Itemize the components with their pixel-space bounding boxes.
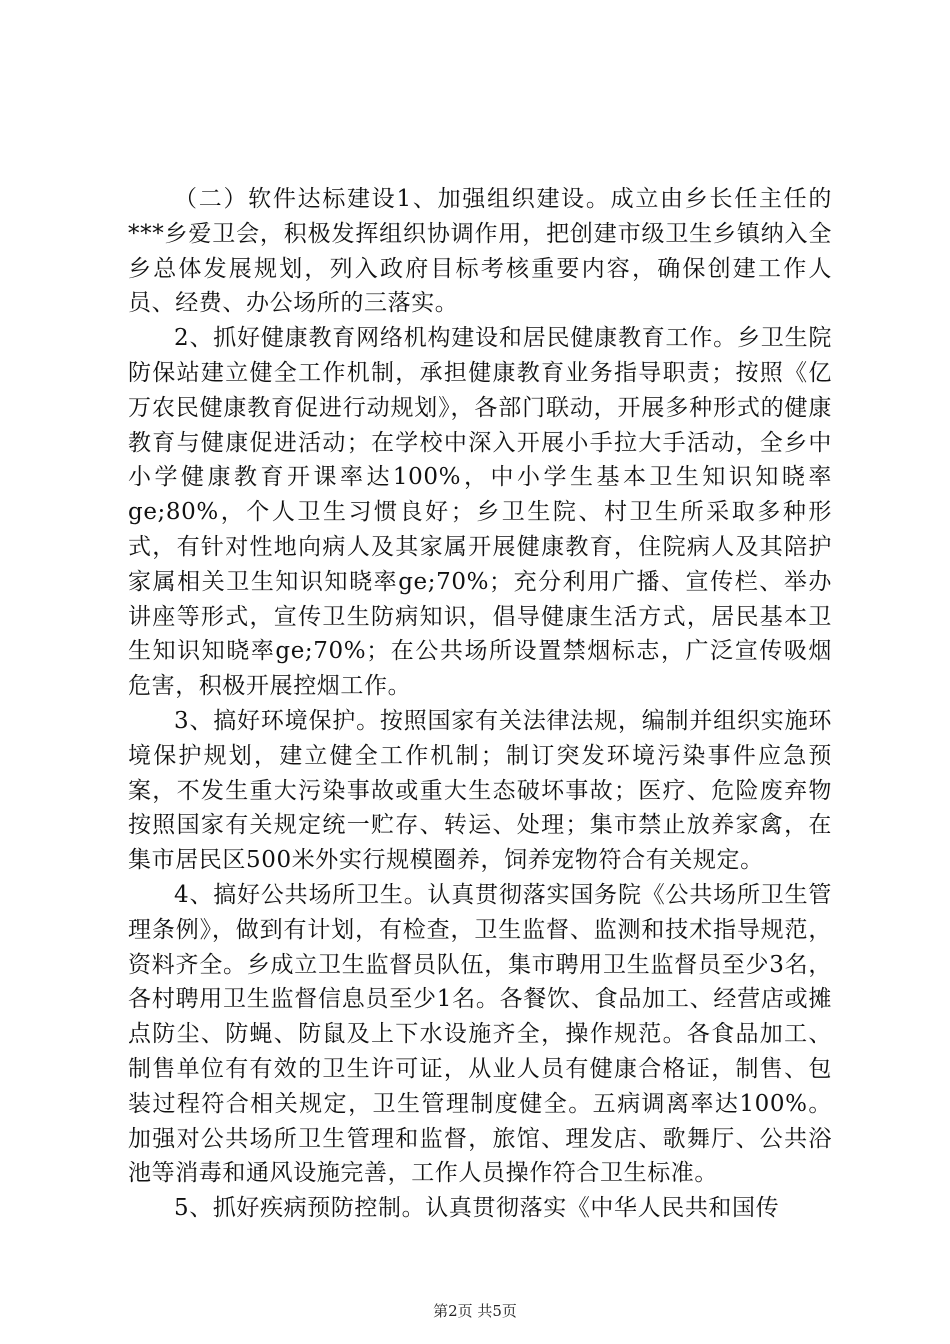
paragraph-software-standards: （二）软件达标建设1、加强组织建设。成立由乡长任主任的***乡爱卫会，积极发挥组织协调作用，把创建市级卫生乡镇纳入全乡总体发展规划，列入政府目标考核重要内容，确保创建工作人员、经费、办公场所的三落实。: [128, 186, 832, 317]
paragraph-disease-prevention: 5、抓好疾病预防控制。认真贯彻落实《中华人民共和国传: [174, 1195, 780, 1222]
page-number-footer: 第2页 共5页: [433, 1302, 517, 1320]
paragraph-public-places-hygiene: 4、搞好公共场所卫生。认真贯彻落实国务院《公共场所卫生管理条例》，做到有计划，有检查，卫生监督、监测和技术指导规范，资料齐全。乡成立卫生监督员队伍，集市聘用卫生监督员至少3名，各村聘用卫生监督信息员至少1名。各餐饮、食品加工、经营店或摊点防尘、防蝇、防鼠及上下水设施齐全，操作规范。各食品加工、制售单位有有效的卫生许可证，从业人员有健康合格证，制售、包装过程符合相关规定，卫生管理制度健全。五病调离率达100%。加强对公共场所卫生管理和监督，旅馆、理发店、歌舞厅、公共浴池等消毒和通风设施完善，工作人员操作符合卫生标准。: [128, 881, 832, 1187]
paragraph-environmental-protection: 3、搞好环境保护。按照国家有关法律法规，编制并组织实施环境保护规划，建立健全工作机制；制订突发环境污染事件应急预案，不发生重大污染事故或重大生态破坏事故；医疗、危险废弃物按照国家有关规定统一贮存、转运、处理；集市禁止放养家禽，在集市居民区500米外实行规模圈养，饲养宠物符合有关规定。: [128, 707, 832, 874]
paragraph-health-education: 2、抓好健康教育网络机构建设和居民健康教育工作。乡卫生院防保站建立健全工作机制，承担健康教育业务指导职责；按照《亿万农民健康教育促进行动规划》，各部门联动，开展多种形式的健康教育与健康促进活动；在学校中深入开展小手拉大手活动，全乡中小学健康教育开课率达100%，中小学生基本卫生知识知晓率ge;80%，个人卫生习惯良好；乡卫生院、村卫生所采取多种形式，有针对性地向病人及其家属开展健康教育，住院病人及其陪护家属相关卫生知识知晓率ge;70%；充分利用广播、宣传栏、举办讲座等形式，宣传卫生防病知识，倡导健康生活方式，居民基本卫生知识知晓率ge;70%；在公共场所设置禁烟标志，广泛宣传吸烟危害，积极开展控烟工作。: [128, 325, 832, 700]
document-body: [128, 182, 832, 1226]
